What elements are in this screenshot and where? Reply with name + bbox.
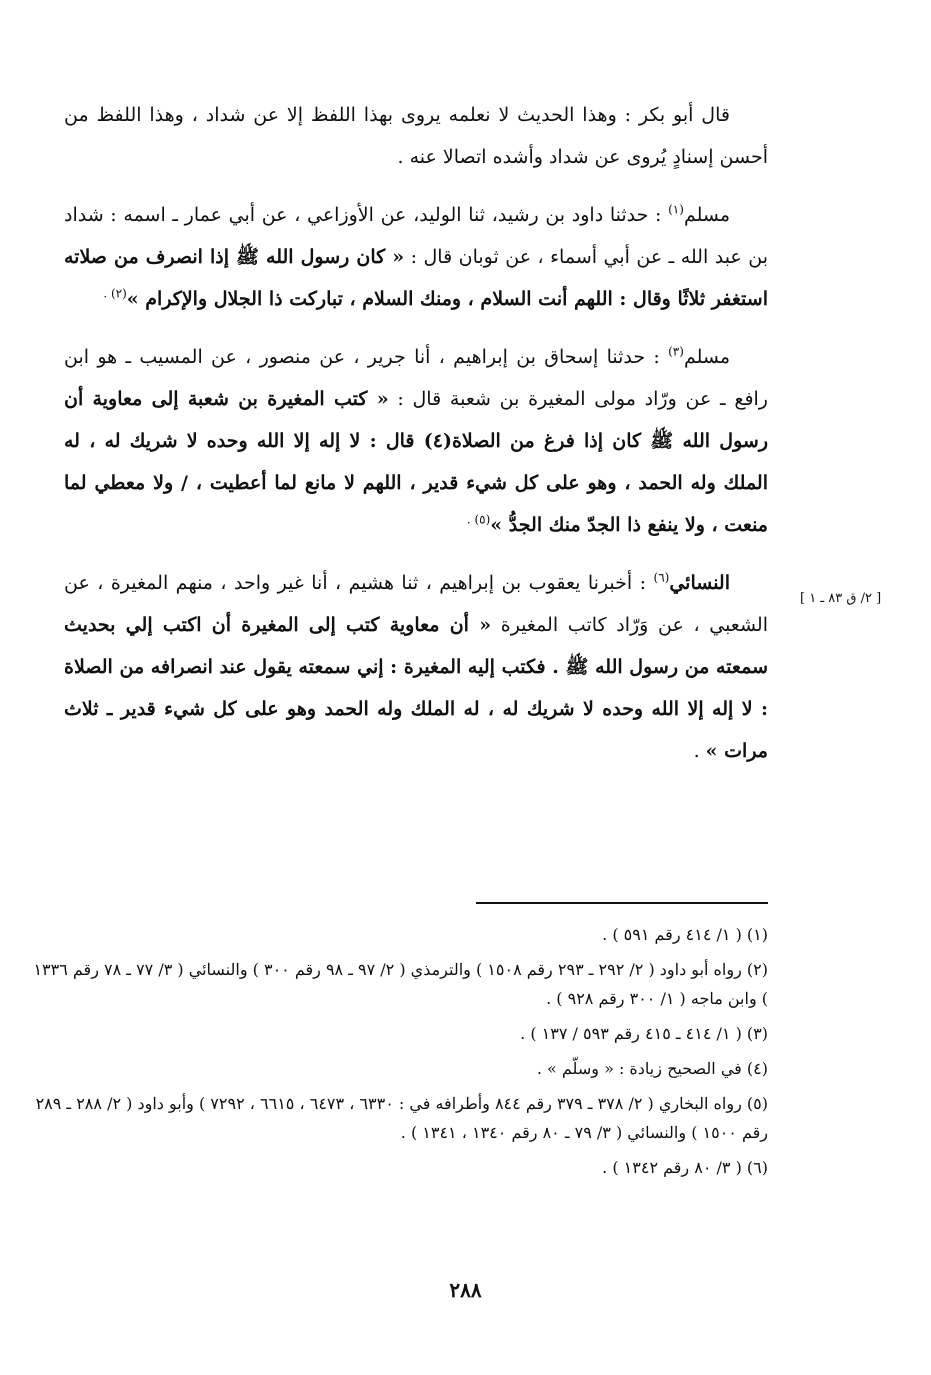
isnad-text: : حدثنا إسحاق بن إبراهيم ، أنا جرير ، عن منصور ، عن المسيب ـ هو ابن رافع ـ عن ورّاد مولى المغيرة بن شعبة قال : — [64, 346, 768, 410]
source-name: مسلم — [683, 346, 730, 368]
page-number: ٢٨٨ — [449, 1278, 482, 1302]
footnote-ref: (٣) — [668, 344, 684, 359]
paragraph-2 — [64, 194, 768, 320]
footnote-3: (٣) ( ١/ ٤١٤ ـ ٤١٥ رقم ٥٩٣ / ١٣٧ ) . — [520, 1024, 768, 1043]
isnad-text: : أخبرنا يعقوب بن إبراهيم ، ثنا هشيم ، أنا غير واحد ، منهم المغيرة ، عن الشعبي ، عن وَرّاد كاتب المغيرة — [64, 572, 768, 636]
footnotes — [30, 920, 768, 1188]
hadith-text: « أن معاوية كتب إلى المغيرة أن اكتب إلي بحديث سمعته من رسول الله ﷺ . فكتب إليه المغيرة : إني سمعته يقول عند انصرافه من الصلاة : لا إله إلا الله وحده لا شريك له ، له الملك وله الحمد وهو على كل شيء قدير ـ ثلاث مرات » — [64, 614, 768, 762]
footnote-ref: (٦) — [653, 570, 670, 585]
paragraph-1 — [64, 94, 768, 178]
footnote-divider — [476, 902, 768, 904]
source-name: النسائي — [669, 572, 730, 594]
footnote-ref: (٢) . — [103, 286, 127, 301]
hadith-text: « كان رسول الله ﷺ إذا انصرف من صلاته استغفر ثلاثًا وقال : اللهم أنت السلام ، ومنك السلام ، تباركت ذا الجلال والإكرام » — [64, 246, 768, 310]
footnote-4: (٤) في الصحيح زيادة : « وسلّم » . — [536, 1059, 768, 1078]
main-text — [64, 94, 768, 788]
footnote-ref: (١) — [668, 202, 684, 217]
paragraph-3 — [64, 336, 768, 546]
footnote-5: (٥) رواه البخاري ( ٢/ ٣٧٨ ـ ٣٧٩ رقم ٨٤٤ وأطرافه في : ٦٣٣٠ ، ٦٤٧٣ ، ٦٦١٥ ، ٧٢٩٢ ) وأبو داود ( ٢/ ٢٨٨ ـ ٢٨٩ رقم ١٥٠٠ ) والنسائي ( ٣/ ٧٩ ـ ٨٠ رقم ١٣٤٠ ، ١٣٤١ ) . — [35, 1094, 768, 1142]
manuscript-folio-marker: [ ٢/ ق ٨٣ ـ ١ ] — [800, 591, 882, 606]
footnote-ref: (٥) . — [466, 512, 491, 527]
footnote-2: (٢) رواه أبو داود ( ٢/ ٢٩٢ ـ ٢٩٣ رقم ١٥٠٨ ) والترمذي ( ٢/ ٩٧ ـ ٩٨ رقم ٣٠٠ ) والنسائي ( ٣/ ٧٧ ـ ٧٨ رقم ١٣٣٦ ) وابن ماجه ( ١/ ٣٠٠ رقم ٩٢٨ ) . — [33, 960, 768, 1008]
paragraph-4 — [64, 562, 768, 772]
paragraph-end: . — [693, 740, 706, 762]
paragraph-text: قال أبو بكر : وهذا الحديث لا نعلمه يروى بهذا اللفظ إلا عن شداد ، وهذا اللفظ من أحسن إسنادٍ يُروى عن شداد وأشده اتصالا عنه . — [64, 104, 768, 168]
isnad-text: : حدثنا داود بن رشيد، ثنا الوليد، عن الأوزاعي ، عن أبي عمار ـ اسمه : شداد بن عبد الله ـ عن أبي أسماء ، عن ثوبان قال : — [64, 204, 768, 268]
footnote-6: (٦) ( ٣/ ٨٠ رقم ١٣٤٢ ) . — [602, 1158, 768, 1177]
hadith-text: « كتب المغيرة بن شعبة إلى معاوية أن رسول الله ﷺ كان إذا فرغ من الصلاة(٤) قال : لا إله إلا الله وحده لا شريك له ، له الملك وله الحمد ، وهو على كل شيء قدير ، اللهم لا مانع لما أعطيت ، / ولا معطي لما منعت ، ولا ينفع ذا الجدّ منك الجدُّ » — [64, 388, 768, 536]
footnote-1: (١) ( ١/ ٤١٤ رقم ٥٩١ ) . — [602, 925, 768, 944]
source-name: مسلم — [683, 204, 730, 226]
